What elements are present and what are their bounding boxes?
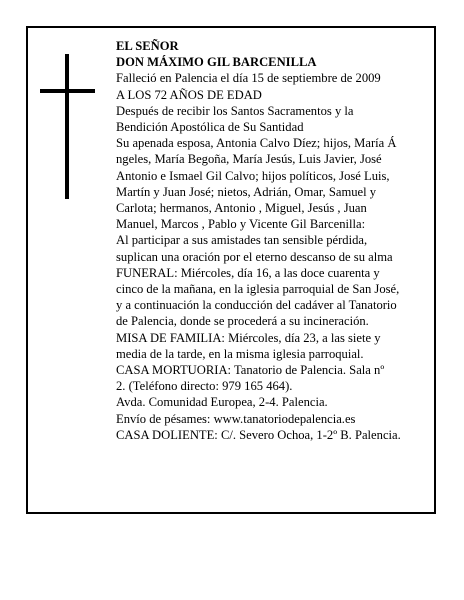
cross-vertical-bar — [65, 54, 69, 199]
funeral-home-address-line: Avda. Comunidad Europea, 2-4. Palencia. — [116, 395, 328, 410]
family-line: ngeles, María Begoña, María Jesús, Luis Javier, José — [116, 152, 382, 167]
family-line: Carlota; hermanos, Antonio , Miguel, Jesús , Juan — [116, 201, 367, 216]
family-home-line: CASA DOLIENTE: C/. Severo Ochoa, 1-2º B. Palencia. — [116, 427, 401, 442]
funeral-line: de Palencia, donde se procederá a su incineración. — [116, 314, 369, 329]
death-date-line: Falleció en Palencia el día 15 de septiembre de 2009 — [116, 71, 381, 86]
family-mass-line: media de la tarde, en la misma iglesia parroquial. — [116, 346, 364, 361]
sacraments-line: Después de recibir los Santos Sacramentos y la — [116, 103, 354, 118]
prayer-request-line: Al participar a sus amistades tan sensible pérdida, — [116, 233, 368, 248]
deceased-name: DON MÁXIMO GIL BARCENILLA — [116, 55, 317, 70]
family-line: Manuel, Marcos , Pablo y Vicente Gil Barcenilla: — [116, 217, 366, 232]
funeral-line: cinco de la mañana, en la iglesia parroquial de San José, — [116, 282, 400, 297]
cross-horizontal-bar — [40, 89, 95, 93]
obituary-heading: EL SEÑOR — [116, 39, 179, 53]
family-mass-line: MISA DE FAMILIA: Miércoles, día 23, a las siete y — [116, 330, 381, 345]
sacraments-line: Bendición Apostólica de Su Santidad — [116, 120, 304, 135]
obituary-text — [116, 38, 434, 443]
funeral-line: y a continuación la conducción del cadáver al Tanatorio — [116, 298, 397, 313]
family-line: Su apenada esposa, Antonia Calvo Díez; hijos, María Á — [116, 136, 397, 151]
family-line: Antonio e Ismael Gil Calvo; hijos políticos, José Luis, — [116, 168, 390, 183]
funeral-home-line: CASA MORTUORIA: Tanatorio de Palencia. Sala nº — [116, 363, 385, 378]
funeral-line: FUNERAL: Miércoles, día 16, a las doce cuarenta y — [116, 265, 380, 280]
funeral-home-phone-line: 2. (Teléfono directo: 979 165 464). — [116, 379, 293, 394]
prayer-request-line: suplican una oración por el eterno descanso de su alma — [116, 249, 393, 264]
family-line: Martín y Juan José; nietos, Adrián, Omar, Samuel y — [116, 184, 377, 199]
age-line: A LOS 72 AÑOS DE EDAD — [116, 87, 262, 102]
condolences-website-line: Envío de pésames: www.tanatoriodepalencia.es — [116, 411, 356, 426]
